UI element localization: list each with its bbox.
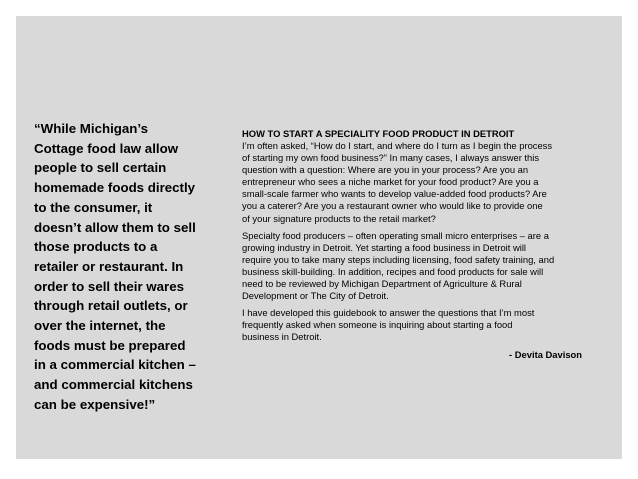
paragraph-line: require you to take many steps including licensing, food safety training, and: [242, 253, 555, 265]
quote-line: retailer or restaurant. In: [34, 258, 184, 274]
quote-line: doesn’t allow them to sell: [34, 219, 196, 235]
paragraph-line: business skill-building. In addition, recipes and food products for sale will: [242, 265, 544, 277]
pull-quote: [34, 119, 222, 415]
article-paragraph-guidebook: [242, 307, 612, 343]
paragraph-line: of starting my own food business?” In many cases, I always answer this: [242, 152, 540, 164]
paragraph-line: I’m often asked, “How do I start, and where do I turn as I begin the process: [242, 140, 553, 151]
paragraph-line: business in Detroit.: [242, 331, 322, 343]
article-paragraph-intro: [242, 140, 612, 225]
quote-line: homemade foods directly: [34, 180, 196, 196]
quote-line: order to sell their wares: [34, 278, 185, 294]
article-paragraph-industry: [242, 230, 612, 303]
paragraph-line: frequently asked when someone is inquiring about starting a food: [242, 319, 513, 331]
paragraph-line: of your signature products to the retail market?: [242, 212, 436, 224]
paragraph-line: growing industry in Detroit. Yet starting a food business in Detroit will: [242, 241, 526, 253]
quote-line: and commercial kitchens: [34, 377, 193, 393]
quote-line: can be expensive!”: [34, 396, 156, 412]
paragraph-line: you a caterer? Are you a restaurant owner who would like to provide one: [242, 200, 543, 212]
quote-line: foods must be prepared: [34, 337, 186, 353]
quote-line: in a commercial kitchen –: [34, 357, 196, 373]
quote-line: those products to a: [34, 239, 158, 255]
author-signature: - Devita Davison: [509, 348, 582, 360]
paragraph-line: I have developed this guidebook to answer the questions that I’m most: [242, 307, 535, 319]
quote-line: over the internet, the: [34, 318, 166, 334]
article-column: [242, 128, 612, 361]
quote-line: people to sell certain: [34, 160, 167, 176]
quote-line: to the consumer, it: [34, 199, 153, 215]
quote-line: through retail outlets, or: [34, 298, 188, 314]
paragraph-line: question with a question: Where are you in your process? Are you an: [242, 164, 529, 176]
quote-line: Cottage food law allow: [34, 140, 179, 156]
paragraph-line: Specialty food producers – often operating small micro enterprises – are a: [242, 229, 549, 241]
paragraph-line: need to be reviewed by Michigan Department of Agriculture & Rural: [242, 278, 522, 290]
paragraph-line: small-scale farmer who wants to develop value-added food products? Are: [242, 188, 547, 200]
paragraph-line: Development or The City of Detroit.: [242, 290, 389, 302]
slide-panel: [16, 16, 622, 459]
article-heading: HOW TO START A SPECIALITY FOOD PRODUCT IN DETROIT: [242, 128, 515, 139]
paragraph-line: entrepreneur who sees a niche market for your food product? Are you a: [242, 176, 539, 188]
quote-line: “While Michigan’s: [34, 121, 149, 136]
